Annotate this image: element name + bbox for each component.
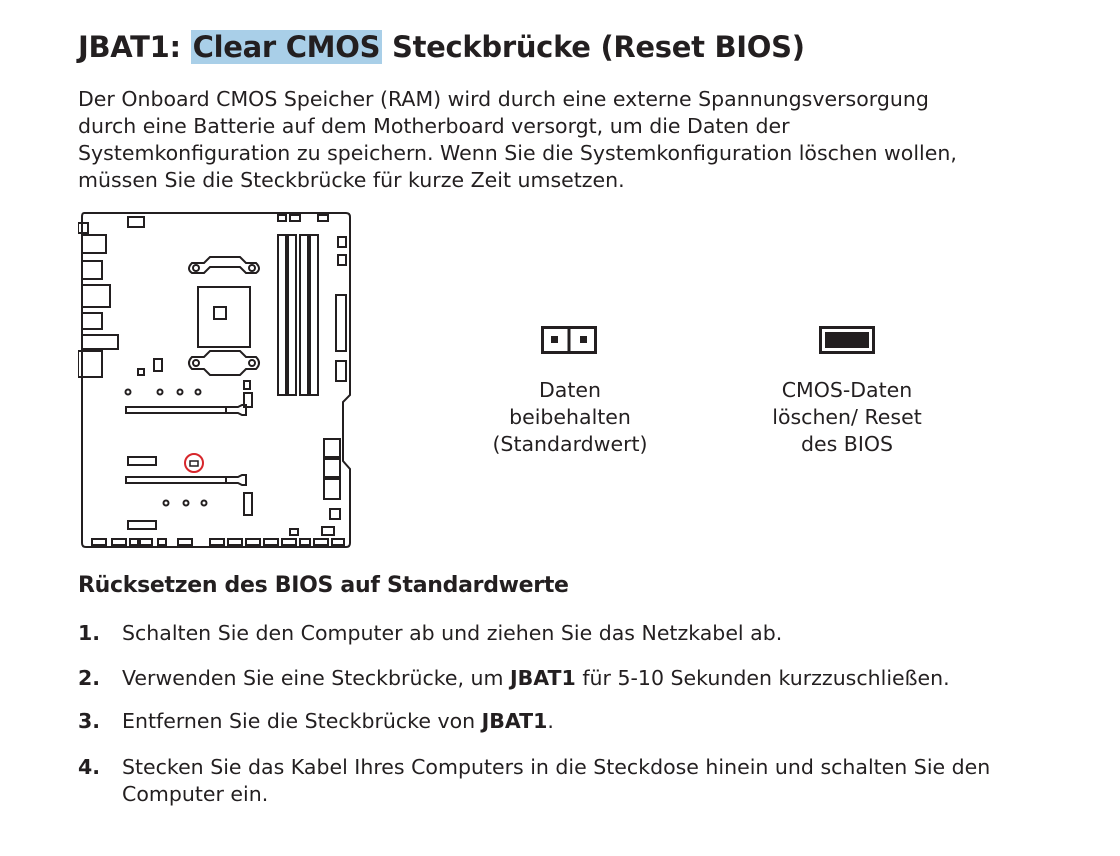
open-jumper-icon bbox=[541, 326, 597, 354]
jbat1-marker bbox=[185, 454, 203, 472]
step-number: 1. bbox=[78, 621, 101, 645]
motherboard-diagram bbox=[78, 209, 354, 551]
section-title: Rücksetzen des BIOS auf Standardwerte bbox=[78, 573, 569, 598]
title-highlight: Clear CMOS bbox=[192, 30, 381, 64]
jumper-caption-reset: CMOS-Daten löschen/ Reset des BIOS bbox=[772, 378, 922, 456]
step-text: Verwenden Sie eine Steckbrücke, um JBAT1 für 5-10 Sekunden kurzzuschließen. bbox=[122, 666, 950, 690]
step-text: Stecken Sie das Kabel Ihres Computers in die Steckdose hinein und schalten Sie den Computer ein. bbox=[122, 755, 991, 806]
step-number: 4. bbox=[78, 755, 101, 779]
title-prefix: JBAT1: bbox=[78, 30, 191, 64]
shorted-jumper-icon bbox=[819, 326, 875, 354]
step-text: Entfernen Sie die Steckbrücke von JBAT1. bbox=[122, 709, 554, 733]
step-number: 3. bbox=[78, 709, 101, 733]
step-text: Schalten Sie den Computer ab und ziehen Sie das Netzkabel ab. bbox=[122, 621, 783, 645]
intro-paragraph: Der Onboard CMOS Speicher (RAM) wird durch eine externe Spannungsversorgung durch eine Batterie auf dem Motherboard versorgt, um die Daten der Systemkonfiguration zu speichern. Wenn Sie die Systemkonfiguration löschen wollen, müssen Sie die Steckbrücke für kurze Zeit umsetzen. bbox=[78, 87, 957, 192]
title-suffix: Steckbrücke (Reset BIOS) bbox=[382, 30, 805, 64]
page-title bbox=[78, 30, 805, 64]
step-number: 2. bbox=[78, 666, 101, 690]
jumper-caption-default: Daten beibehalten (Standardwert) bbox=[492, 378, 648, 456]
